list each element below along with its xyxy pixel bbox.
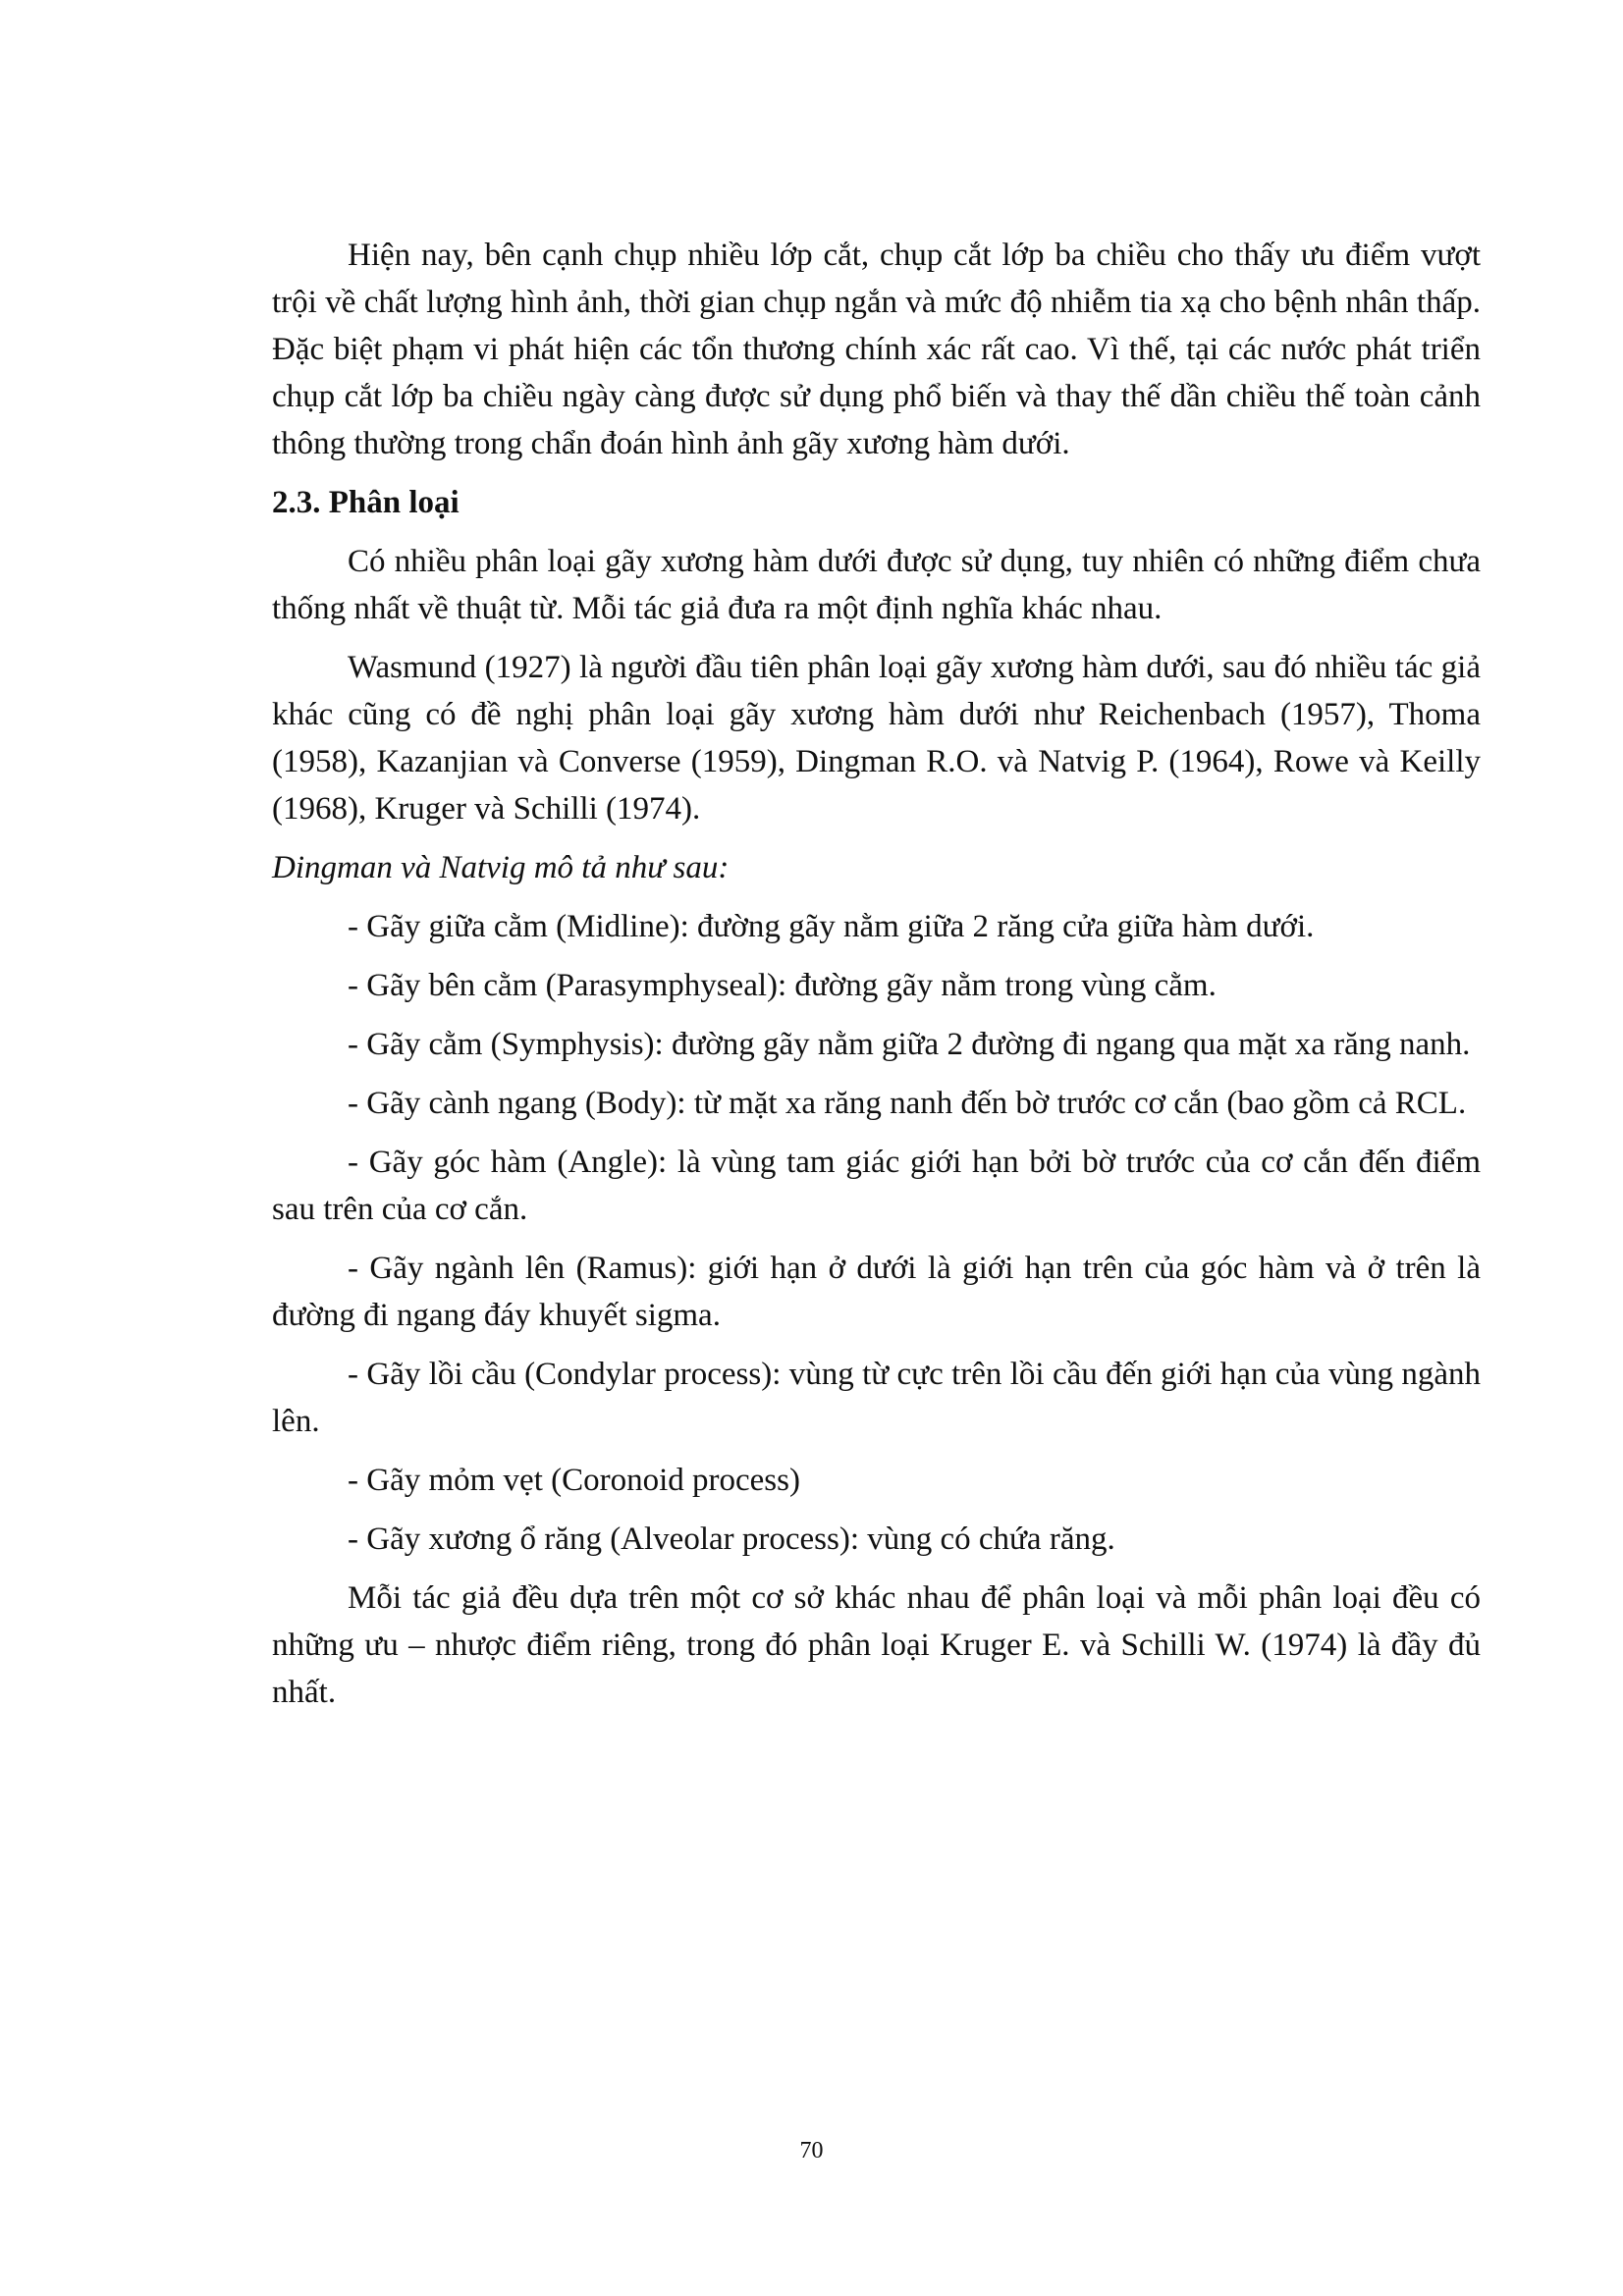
closing-paragraph: Mỗi tác giả đều dựa trên một cơ sở khác nhau để phân loại và mỗi phân loại đều có những ưu – nhược điểm riêng, trong đó phân loại Kruger E. và Schilli W. (1974) là đầy đủ nhất. <box>272 1580 1481 1710</box>
list-item: - Gãy ngành lên (Ramus): giới hạn ở dưới là giới hạn trên của góc hàm và ở trên là đường đi ngang đáy khuyết sigma. <box>272 1251 1481 1333</box>
section-paragraph-1: Có nhiều phân loại gãy xương hàm dưới được sử dụng, tuy nhiên có những điểm chưa thống nhất về thuật từ. Mỗi tác giả đưa ra một định nghĩa khác nhau. <box>272 544 1481 626</box>
classification-list <box>272 903 1481 1563</box>
list-item: - Gãy cành ngang (Body): từ mặt xa răng nanh đến bờ trước cơ cắn (bao gồm cả RCL. <box>348 1086 1467 1121</box>
list-item: - Gãy giữa cằm (Midline): đường gãy nằm giữa 2 răng cửa giữa hàm dưới. <box>348 909 1315 944</box>
section-heading: 2.3. Phân loại <box>272 485 460 520</box>
list-item: - Gãy cằm (Symphysis): đường gãy nằm giữa 2 đường đi ngang qua mặt xa răng nanh. <box>348 1027 1471 1062</box>
list-item: - Gãy bên cằm (Parasymphyseal): đường gãy nằm trong vùng cằm. <box>348 968 1217 1003</box>
list-item: - Gãy mỏm vẹt (Coronoid process) <box>348 1463 800 1498</box>
classification-intro: Dingman và Natvig mô tả như sau: <box>272 850 730 885</box>
intro-paragraph: Hiện nay, bên cạnh chụp nhiều lớp cắt, chụp cắt lớp ba chiều cho thấy ưu điểm vượt trội về chất lượng hình ảnh, thời gian chụp ngắn và mức độ nhiễm tia xạ cho bệnh nhân thấp. Đặc biệt phạm vi phát hiện các tổn thương chính xác rất cao. Vì thế, tại các nước phát triển chụp cắt lớp ba chiều ngày càng được sử dụng phổ biến và thay thế dần chiều thế toàn cảnh thông thường trong chẩn đoán hình ảnh gãy xương hàm dưới. <box>272 238 1481 461</box>
list-item: - Gãy góc hàm (Angle): là vùng tam giác giới hạn bởi bờ trước của cơ cắn đến điểm sau trên của cơ cắn. <box>272 1145 1481 1227</box>
section-paragraph-2: Wasmund (1927) là người đầu tiên phân loại gãy xương hàm dưới, sau đó nhiều tác giả khác cũng có đề nghị phân loại gãy xương hàm dưới như Reichenbach (1957), Thoma (1958), Kazanjian và Converse (1959), Dingman R.O. và Natvig P. (1964), Rowe và Keilly (1968), Kruger và Schilli (1974). <box>272 650 1481 827</box>
list-item: - Gãy xương ổ răng (Alveolar process): vùng có chứa răng. <box>348 1522 1115 1557</box>
page-number: 70 <box>799 2138 824 2163</box>
list-item: - Gãy lồi cầu (Condylar process): vùng từ cực trên lồi cầu đến giới hạn của vùng ngành lên. <box>272 1357 1481 1439</box>
